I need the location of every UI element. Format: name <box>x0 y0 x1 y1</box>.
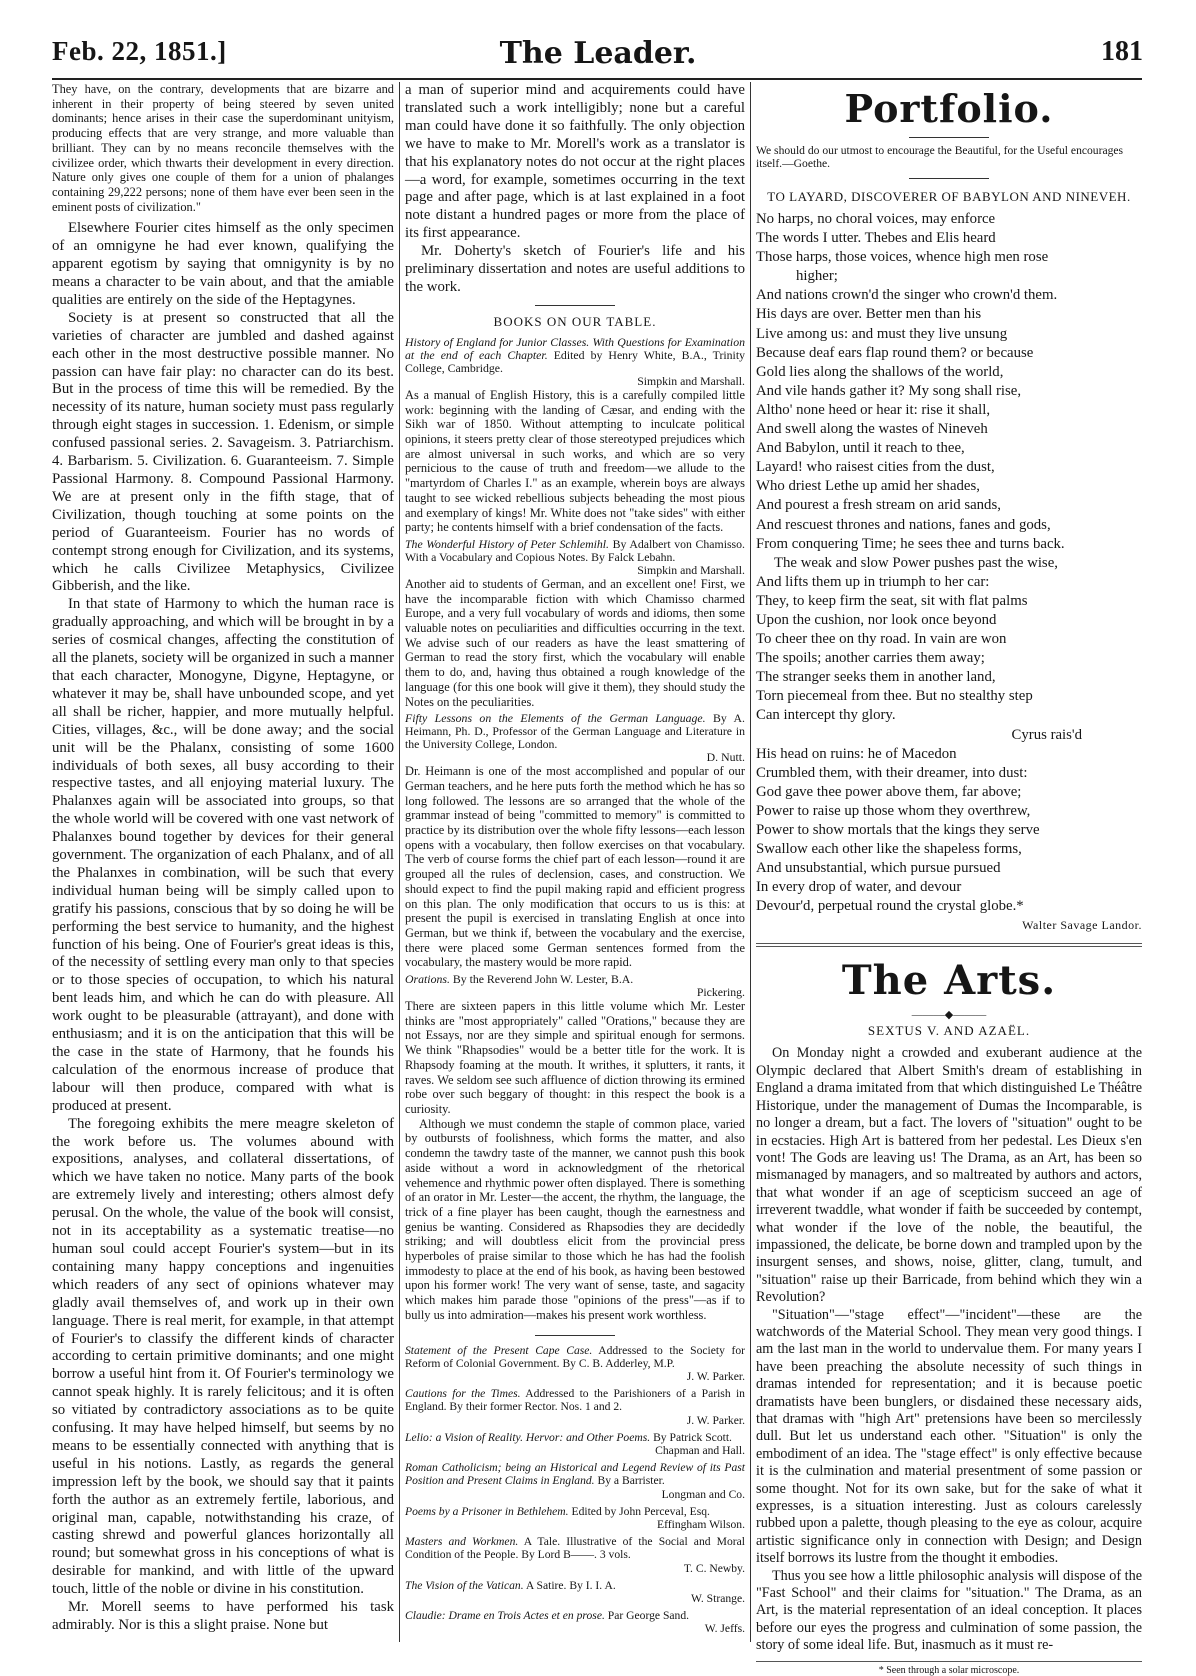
poem-line: Gold lies along the shallows of the world, <box>756 363 1004 380</box>
book-list-item <box>405 1344 745 1384</box>
poem-line: Power to show mortals that the kings they serve <box>756 822 1040 838</box>
book-reference <box>405 538 745 577</box>
book-list-publisher: W. Jeffs. <box>704 1622 745 1636</box>
book-list-item <box>405 1387 745 1427</box>
poem-line: Who driest Lethe up amid her shades, <box>756 478 980 495</box>
poem-line: And swell along the wastes of Nineveh <box>756 421 988 438</box>
poem-line: Live among us: and must they live unsung <box>756 325 1008 342</box>
section-rule <box>909 137 989 138</box>
poem-line: And vile hands gather it? My song shall rise, <box>756 382 1022 399</box>
book-meta: By the Reverend John W. Lester, B.A. <box>452 972 634 987</box>
poem-line: And lifts them up in triumph to her car: <box>756 573 990 590</box>
poem-line: higher; <box>796 268 838 285</box>
book-title: The Wonderful History of Peter Schlemihl. <box>405 536 610 551</box>
poem-line: Because deaf ears flap round them? or because <box>756 344 1034 361</box>
poem-line: His head on ruins: he of Macedon <box>756 745 957 762</box>
poem-line: From conquering Time; he sees thee and turns back. <box>756 535 1065 552</box>
book-title: Orations. <box>405 972 450 987</box>
issue-date: Feb. 22, 1851.] <box>52 36 227 66</box>
poem-line: And rescuest thrones and nations, fanes and gods, <box>756 516 1051 533</box>
poem-line: Swallow each other like the shapeless forms, <box>756 841 1022 858</box>
book-list-item <box>405 1505 745 1531</box>
paragraph: Mr. Doherty's sketch of Fourier's life and his preliminary dissertation and notes are useful additions to the work. <box>405 243 745 295</box>
column-divider <box>750 82 751 1642</box>
paragraph: "Situation"—"stage effect"—"incident"—these are the watchwords of the Material School. They mean very good things. I am the last man in the world to undervalue them. For many years I have been preaching the absolute necessity of such things in dramas intended for representation; and it is because poetic dramatists have been bunglers, or disdained these necessary aids, that dramas with "high Art" pretensions have been so mercilessly dull. But let us understand each other. "Situation" is only the embodiment of an idea. The "stage effect" is only effective because it is the culmination and material presentment of some passion or some thought. Not for its own sake, but for the sake of what it expresses, is a situation interesting. Just as colours carelessly rubbed upon a palette, though pleasing to the eye as colour, acquire artistic significance only in connection with Design; and Design itself borrows its lustre from the thought it embodies. <box>756 1306 1142 1567</box>
poem-line: And Babylon, until it reach to thee, <box>756 440 965 457</box>
poem <box>756 210 1142 916</box>
book-meta: By Adalbert von Chamisso. With a Vocabulary and Copious Notes. By Falck Lebahn. <box>405 536 745 564</box>
arts-heading: SEXTUS V. AND AZAËL. <box>867 1023 1031 1039</box>
book-publisher: Simpkin and Marshall. <box>637 373 745 388</box>
book-reference <box>405 712 745 764</box>
book-list-item <box>405 1609 745 1635</box>
book-list-title: Claudie: Drame en Trois Actes et en prose. <box>405 1609 605 1623</box>
book-publisher: Pickering. <box>696 985 745 1000</box>
column-2 <box>405 82 745 1652</box>
paragraph: The foregoing exhibits the mere meagre skeleton of the work before us. The volumes abound with expositions, analyses, and collateral dissertations, of which we have taken no notice. Many parts of the book are extremely lively and interesting; others almost defy perusal. On the whole, the value of the book will consist, not in its acceptability as a systematic treatise—no human soul could accept Fourier's system—but in its containing many happy conceptions and ingenuities which readers of any sect of opinions whatever may gladly avail themselves of, and work up in their own language. There is real merit, for example, in that attempt of Fourier's to classify the different kinds of character according to certain primitive dominants; and one might borrow a useful hint from it. Of Fourier's terminology we cannot speak highly. It is rarely felicitous; and it is often so vitiated by contradictory associations as to be quite confusing. It may have helped himself, but seems by no means to be essentially connected with anything that is useful in his notions. Lastly, as regards the general impression left by the book, we should say that it paints forth the author as an extremely fertile, laborious, and original man, capable, notwithstanding his craze, of casting shrewd and powerful glances horizontally all round; but somewhat gross in his conceptions of what is desirable for mankind, and with little of the upward touch, little of the noble or divine in his constitution. <box>52 1115 394 1598</box>
book-list-publisher: J. W. Parker. <box>686 1413 745 1427</box>
poem-line: God gave thee power above them, far above; <box>756 783 1022 800</box>
book-list <box>405 1344 745 1636</box>
book-title: Fifty Lessons on the Elements of the German Language. <box>405 711 706 726</box>
book-list-title: Lelio: a Vision of Reality. Hervor: and Other Poems. <box>405 1430 651 1444</box>
book-list-publisher: W. Strange. <box>691 1592 745 1605</box>
paragraph: Mr. Morell seems to have performed his task admirably. Nor is this a slight praise. None but <box>52 1599 394 1634</box>
book-list-publisher: Longman and Co. <box>661 1487 745 1501</box>
book-list-title: Roman Catholicism; being an Historical and Legend Review of its Past Position and Present Claims in England. <box>405 1461 745 1488</box>
books-heading: BOOKS ON OUR TABLE. <box>493 313 657 329</box>
page-number: 181 <box>1101 36 1143 67</box>
book-review: Another aid to students of German, and an excellent one! First, we have the incomparable fiction with which Chamisso charmed Europe, and a very full vocabulary of words and idioms, then some valuable notes on peculiarities and difficulties occurring in the text. We advise such of our readers as have the least smattering of German to read the story first, which the vocabulary will enable them to do, and, having thus obtained a rough knowledge of the language (for this one book will give it them), they should study the Notes on the peculiarities. <box>405 576 745 709</box>
ornament-divider: ———◆——— <box>911 1009 987 1022</box>
poem-line: The stranger seeks them in another land, <box>756 669 996 686</box>
column-3 <box>756 82 1142 1676</box>
column-1 <box>52 82 394 1652</box>
poet-name: Walter Savage Landor. <box>1022 918 1142 933</box>
poem-line: Devour'd, perpetual round the crystal globe.* <box>756 898 1024 915</box>
book-reference <box>405 336 745 388</box>
book-publisher: Simpkin and Marshall. <box>637 562 745 577</box>
book-review: There are sixteen papers in this little volume which Mr. Lester thinks are "most appropriately" called "Orations," because they are not Essays, nor are they simple and spiritual enough for sermons. We think "Rhapsodies" would be a better title for the work. It is Rhapsody foaming at the mouth. It writhes, it splutters, it rants, it raves. We seldom see such affluence of diction throwing its ermined robe over such beggary of thought: in this respect the book is a curiosity. <box>405 999 745 1116</box>
book-list-item <box>405 1431 745 1457</box>
poem-line: His days are over. Better men than his <box>756 306 982 323</box>
book-list-publisher: J. W. Parker. <box>686 1369 745 1383</box>
poem-line: The spoils; another carries them away; <box>756 650 985 667</box>
poem-line: Altho' none heed or hear it: rise it shall, <box>756 401 991 418</box>
poem-line: And unsubstantial, which pursue pursued <box>756 860 1001 877</box>
poem-line: Upon the cushion, nor look once beyond <box>756 611 997 628</box>
book-list-publisher: Chapman and Hall. <box>655 1443 745 1457</box>
book-list-title: The Vision of the Vatican. <box>405 1578 524 1592</box>
book-list-item <box>405 1461 745 1501</box>
book-list-meta: By Patrick Scott. <box>653 1430 732 1444</box>
book-list-item <box>405 1535 745 1575</box>
book-review: As a manual of English History, this is a carefully compiled little work: beginning with the landing of Cæsar, and ending with the Sikh war of 1850. Without attempting to inculcate political opinions, it steers pretty clear of those stereotyped prejudices which are almost universal in such works, and which are so very pernicious to the cause of truth and freedom—we allude to the "martyrdom of Charles I." as an example, wherein boys are always taught to see wicked rebellious subjects beheading the most pious and exemplary of kings! Mr. White does not "take sides" with either party; he contents himself with a brief condensation of the facts. <box>405 387 745 535</box>
book-list-title: Statement of the Present Cape Case. <box>405 1343 593 1357</box>
paragraph: On Monday night a crowded and exuberant audience at the Olympic declared that Albert Smith's dream of establishing in England a drama imitated from that which distinguished Le Théâtre Historique, under the management of Dumas the Incomparable, is no longer a dream, but a fact. The lovers of "situation" ought to be in ecstacies. High Art is battered from her pedestal. Les Dieux s'en vont! The Gods are leaving us! The Drama, as an Art, has been so mismanaged by managers, and so maltreated by authors and actors, that what wonder if an age of scepticism succeed an age of irreverent twaddle, what wonder if faith be succeeded by contempt, what wonder if the love of the noble, the beautiful, the impassioned, the delicate, be borne down and trampled upon by the insurgent senses, and shows, noise, glitter, clang, tumult, and "situation" raise up their Barricade, from behind which they win a Revolution? <box>756 1045 1142 1306</box>
poem-line: Cyrus rais'd <box>1011 726 1082 743</box>
poem-line: The words I utter. Thebes and Elis heard <box>756 230 996 247</box>
poem-line: To cheer thee on thy road. In vain are won <box>756 631 1007 648</box>
paragraph: Society is at present so constructed that all the varieties of character are jumbled and dashed against each other in the most destructive possible manner. No passion can have fair play: no character can do its best. But in the process of time this will be remedied. By the necessity of its nature, human society must pass regularly through eight stages in succession. 1. Edenism, or simple confused passional series. 2. Savageism. 3. Patriarchism. 4. Barbarism. 5. Civilization. 6. Guaranteeism. 7. Simple Passional Harmony. 8. Compound Passional Harmony. We are at present only in the fifth stage, that of Civilization, though touching at some points on the period of Guaranteeism. Fourier has no words of contempt strong enough for Civilization, and its systems, which he calls Civilizee Metaphysics, Civilizee Gibberish, and the like. <box>52 309 394 595</box>
book-list-meta: Par George Sand. <box>607 1609 690 1623</box>
book-reference <box>405 973 745 999</box>
arts-title: The Arts. <box>841 957 1057 1005</box>
paragraph: a man of superior mind and acquirements could have translated such a work intelligibly; none but a careful man could have done it so faithfully. The only objection we have to make to Mr. Morell's work as a translator is that his explanatory notes do not occur at the right places—a word, for example, sometimes occurring in the text page and after page, which is at last explained in a foot note distant a hundred pages or more from the place of its first appearance. <box>405 82 745 242</box>
book-meta: By A. Heimann, Ph. D., Professor of the German Language and Literature in the University College, London. <box>405 711 746 752</box>
poem-line: In every drop of water, and devour <box>756 879 962 896</box>
book-meta: Edited by Henry White, B.A., Trinity College, Cambridge. <box>405 347 746 375</box>
poem-line: They, to keep firm the seat, sit with flat palms <box>756 592 1028 609</box>
book-list-title: Masters and Workmen. <box>405 1535 519 1549</box>
poem-line: And nations crown'd the singer who crown'd them. <box>756 287 1058 304</box>
poem-title: TO LAYARD, DISCOVERER OF BABYLON AND NINEVEH. <box>767 189 1131 204</box>
book-list-title: Poems by a Prisoner in Bethlehem. <box>405 1504 569 1518</box>
poem-line: Power to raise up those whom they overthrew, <box>756 802 1031 819</box>
section-rule <box>909 178 989 179</box>
column-divider <box>399 82 400 1642</box>
poem-line: No harps, no choral voices, may enforce <box>756 211 996 227</box>
book-list-meta: Addressed to the Society for Reform of Colonial Government. By C. B. Adderley, M.P. <box>405 1343 745 1370</box>
poem-line: Layard! who raisest cities from the dust, <box>756 459 995 476</box>
section-rule <box>535 305 615 306</box>
footnote: * Seen through a solar microscope. <box>756 1661 1142 1676</box>
poem-line: Crumbled them, with their dreamer, into dust: <box>756 764 1028 781</box>
header-rule <box>52 78 1142 80</box>
book-list-meta: A Satire. By I. I. A. <box>525 1578 616 1592</box>
paragraph: In that state of Harmony to which the human race is gradually approaching, and which will be brought in by a series of cosmical changes, affecting the constitution of all the planets, society will be organized in such a manner that each character, Monogyne, Digyne, Heptagyne, or whatever it may be, shall have unbounded scope, and yet all shall be richer, happier, and more mutually helpful. Cities, villages, &c., will be done away; and the social unit will be the Phalanx, consisting of some 1600 individuals of both sexes, all busy according to their respective tastes, and all enjoying material luxury. The Phalanxes again will be associated into groups, so that the whole world will be covered with one vast network of Phalanxes bound together by devices for their general government. The organization of each Phalanx, and of all the Phalanxes in combination, will be such that every individual human being will be simply called upon to gratify his passions, conscious that by so doing he will be performing the best service to humanity, and the highest function of his being. One of Fourier's great ideas is this, of the necessity of settling every man only to that species or to those species of occupation, to which his natural bent leads him, and which he can do with pleasure. All work ought to be pleasurable (attrayant), and done with enthusiasm; and it is on the anticipation that this will be the case in the state of Harmony, that he founds his calculation of the enormous increase of produce that labour will then produce, compared with what is produced at present. <box>52 596 395 1114</box>
section-rule <box>535 1335 615 1336</box>
paragraph: Thus you see how a little philosophic analysis will dispose of the "Fast School" and their claims for "situation." The Drama, as an Art, is the material representation of an ideal conception. It places before our eyes the progress and culmination of some passion, the story of some ideal life. But, inasmuch as it must re- <box>756 1567 1142 1654</box>
poem-line: And pourest a fresh stream on arid sands, <box>756 497 1001 514</box>
book-list-item <box>405 1579 745 1605</box>
book-review: Dr. Heimann is one of the most accomplished and popular of our German teachers, and he here puts forth the method which he has so long followed. The lessons are so arranged that the whole of the grammar instead of being "committed to memory" is committed to practice by its distribution over the whole fifty lessons—each lesson opens with a vocabulary, then follow exercises on that vocabulary. The verb of course forms the chief part of each lesson—round it are grouped all the rules of declension, cases, and construction. We should expect to find the pupil making rapid and efficient progress on this plan. The only modification that occurs to us is this: at present the pupil is exercised in translating English at once into German, but we think if, between the vocabulary and the exercise, there were placed some German sentences formed from the vocabulary, the mastery would be more rapid. <box>405 764 745 970</box>
double-rule <box>756 943 1142 947</box>
book-list-meta: Edited by John Perceval, Esq. <box>571 1504 710 1518</box>
poem-line: Those harps, those voices, whence high men rose <box>756 249 1049 266</box>
poem-line: The weak and slow Power pushes past the wise, <box>774 554 1058 571</box>
masthead-title: The Leader. <box>499 36 697 71</box>
book-list-meta: By a Barrister. <box>597 1474 665 1488</box>
book-review: Although we must condemn the staple of common place, varied by outbursts of foolishness, which forms the matter, and also condemn the tawdry taste of the manner, we cannot push this book aside without a word in acknowledgment of the rhetorical vehemence and rhythmic power often displayed. There is something of an orator in Mr. Lester—the accent, the rhythm, the language, the trick of a fine player has been caught, though the earnestness and genius be wanting. Considered as Rhapsodies they are decidedly striking; and will doubtless elicit from the provincial press hyperboles of praise similar to those which he has had the foolish immodesty to place at the end of his book, as having been bestowed upon his former work! The very want of sense, taste, and sagacity which makes him parade those "opinions of the press"—as if to bully us into admiration—makes his present work worthless. <box>405 1116 745 1322</box>
book-list-title: Cautions for the Times. <box>405 1387 521 1401</box>
paragraph: Elsewhere Fourier cites himself as the only specimen of an omnigyne he had ever known, qualifying the apparent egotism by saying that omnigynity is by no means a character to be vain about, and that the amiable qualities are entirely on the side of the Heptagynes. <box>52 220 394 308</box>
fourier-quote: They have, on the contrary, developments that are bizarre and inherent in their property of being steered by seven united dominants; hence arises in their case the superdominant unityism, producing effects that are very strange, and more valuable than brilliant. They can by no means reconcile themselves with the civilizee order, which thwarts their development in every direction. Nature only gives one couple of them for a union of phalanges containing 29,222 persons; none of them have ever been seen in the eminent posts of civilization." <box>52 82 394 214</box>
motto: We should do our utmost to encourage the Beautiful, for the Useful encourages itself.—Goethe. <box>756 144 1124 170</box>
book-title: History of England for Junior Classes. With Questions for Examination at the end of each Chapter. <box>405 334 745 362</box>
poem-line: Torn piecemeal from thee. But no stealthy step <box>756 688 1033 705</box>
poem-line: Can intercept thy glory. <box>756 707 896 724</box>
portfolio-title: Portfolio. <box>844 86 1054 131</box>
book-list-publisher: T. C. Newby. <box>683 1561 745 1575</box>
book-list-meta: Addressed to the Parishioners of a Parish in England. By their former Rector. Nos. 1 and 2. <box>405 1387 745 1414</box>
book-list-meta: A Tale. Illustrative of the Social and Moral Condition of the People. By Lord B——. 3 vols. <box>405 1535 746 1562</box>
book-publisher: D. Nutt. <box>706 750 745 765</box>
book-list-publisher: Effingham Wilson. <box>657 1517 745 1531</box>
